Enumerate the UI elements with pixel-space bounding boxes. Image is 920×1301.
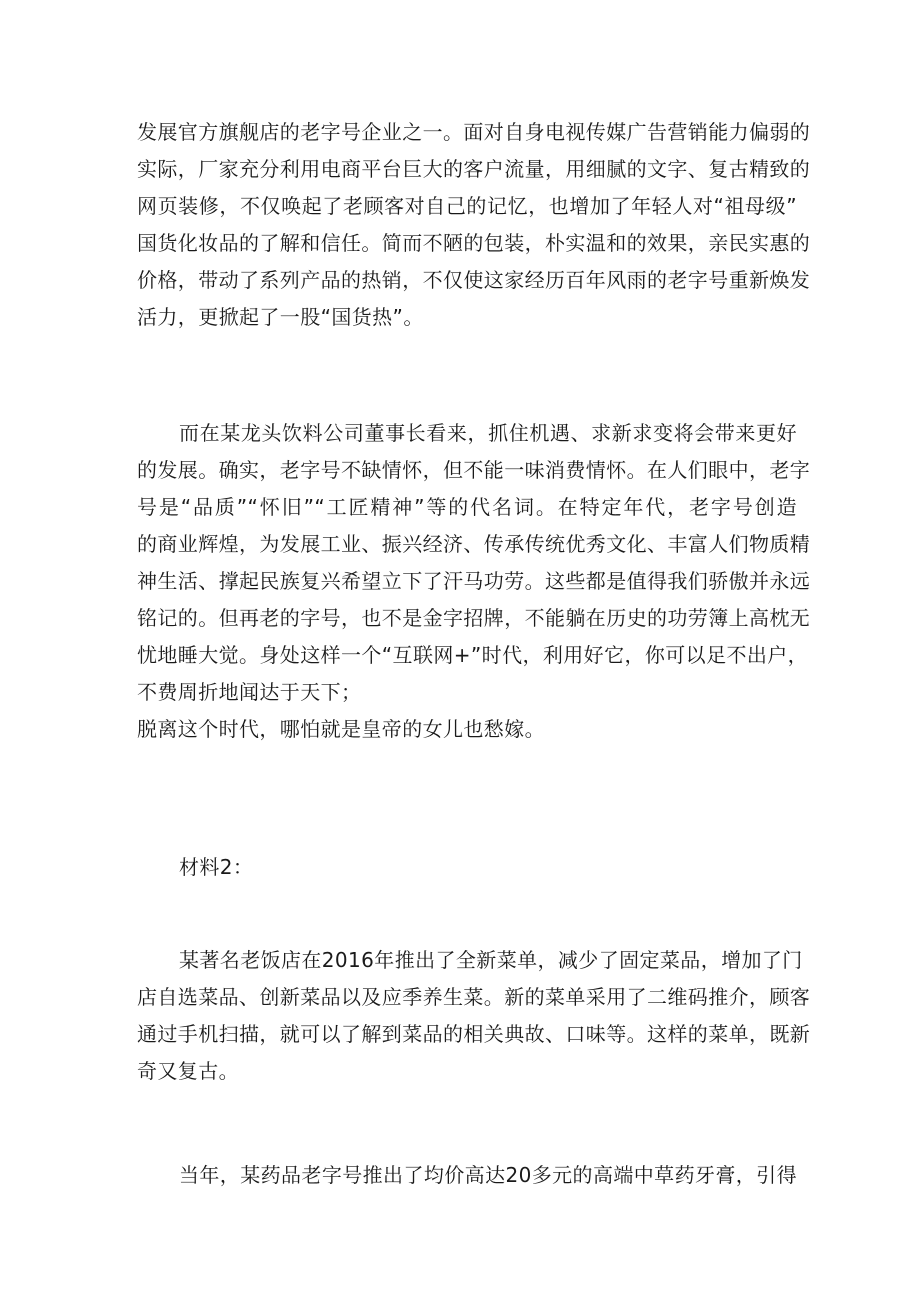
paragraph-line: 发展官方旗舰店的老字号企业之一。面对自身电视传媒广告营销能力偏弱的 xyxy=(137,120,811,144)
paragraph-line: 实际，厂家充分利用电商平台巨大的客户流量，用细腻的文字、复古精致的 xyxy=(137,157,811,181)
paragraph-3 xyxy=(137,942,811,1090)
paragraph-line: 的发展。确实，老字号不缺情怀，但不能一味消费情怀。在人们眼中，老字 xyxy=(137,458,811,482)
paragraph-line: 神生活、撑起民族复兴希望立下了汗马功劳。这些都是值得我们骄傲并永远 xyxy=(137,569,811,593)
paragraph-line: 铭记的。但再老的字号，也不是金字招牌，不能躺在历史的功劳簿上高枕无 xyxy=(137,606,811,630)
paragraph-line: 通过手机扫描，就可以了解到菜品的相关典故、口味等。这样的菜单，既新 xyxy=(137,1022,811,1046)
section-heading-text: 材料2： xyxy=(179,855,254,879)
paragraph-4 xyxy=(137,1157,797,1194)
paragraph-line: 国货化妆品的了解和信任。简而不陋的包装，朴实温和的效果，亲民实惠的 xyxy=(137,231,811,255)
paragraph-line: 号是“品质”“怀旧”“工匠精神”等的代名词。在特定年代，老字号创造 xyxy=(137,495,797,519)
paragraph-line: 活力，更掀起了一股“国货热”。 xyxy=(137,305,424,329)
paragraph-line: 而在某龙头饮料公司董事长看来，抓住机遇、求新求变将会带来更好 xyxy=(179,421,797,445)
paragraph-line: 的商业辉煌，为发展工业、振兴经济、传承传统优秀文化、丰富人们物质精 xyxy=(137,532,811,556)
paragraph-line: 不费周折地闻达于天下； xyxy=(137,680,362,704)
paragraph-line: 价格，带动了系列产品的热销，不仅使这家经历百年风雨的老字号重新焕发 xyxy=(137,268,811,292)
paragraph-1 xyxy=(137,114,811,336)
paragraph-line: 某著名老饭店在2016年推出了全新菜单，减少了固定菜品，增加了门 xyxy=(179,948,803,972)
paragraph-line: 网页装修，不仅唤起了老顾客对自己的记忆，也增加了年轻人对“祖母级” xyxy=(137,194,797,218)
paragraph-line: 脱离这个时代，哪怕就是皇帝的女儿也愁嫁。 xyxy=(137,717,545,741)
paragraph-line: 当年，某药品老字号推出了均价高达20多元的高端中草药牙膏，引得 xyxy=(179,1163,797,1187)
paragraph-line: 店自选菜品、创新菜品以及应季养生菜。新的菜单采用了二维码推介，顾客 xyxy=(137,985,811,1009)
paragraph-line: 奇又复古。 xyxy=(137,1059,239,1083)
section-heading xyxy=(137,849,797,886)
paragraph-line: 忧地睡大觉。身处这样一个“互联网+”时代，利用好它，你可以足不出户， xyxy=(137,643,809,667)
paragraph-2 xyxy=(137,415,811,748)
